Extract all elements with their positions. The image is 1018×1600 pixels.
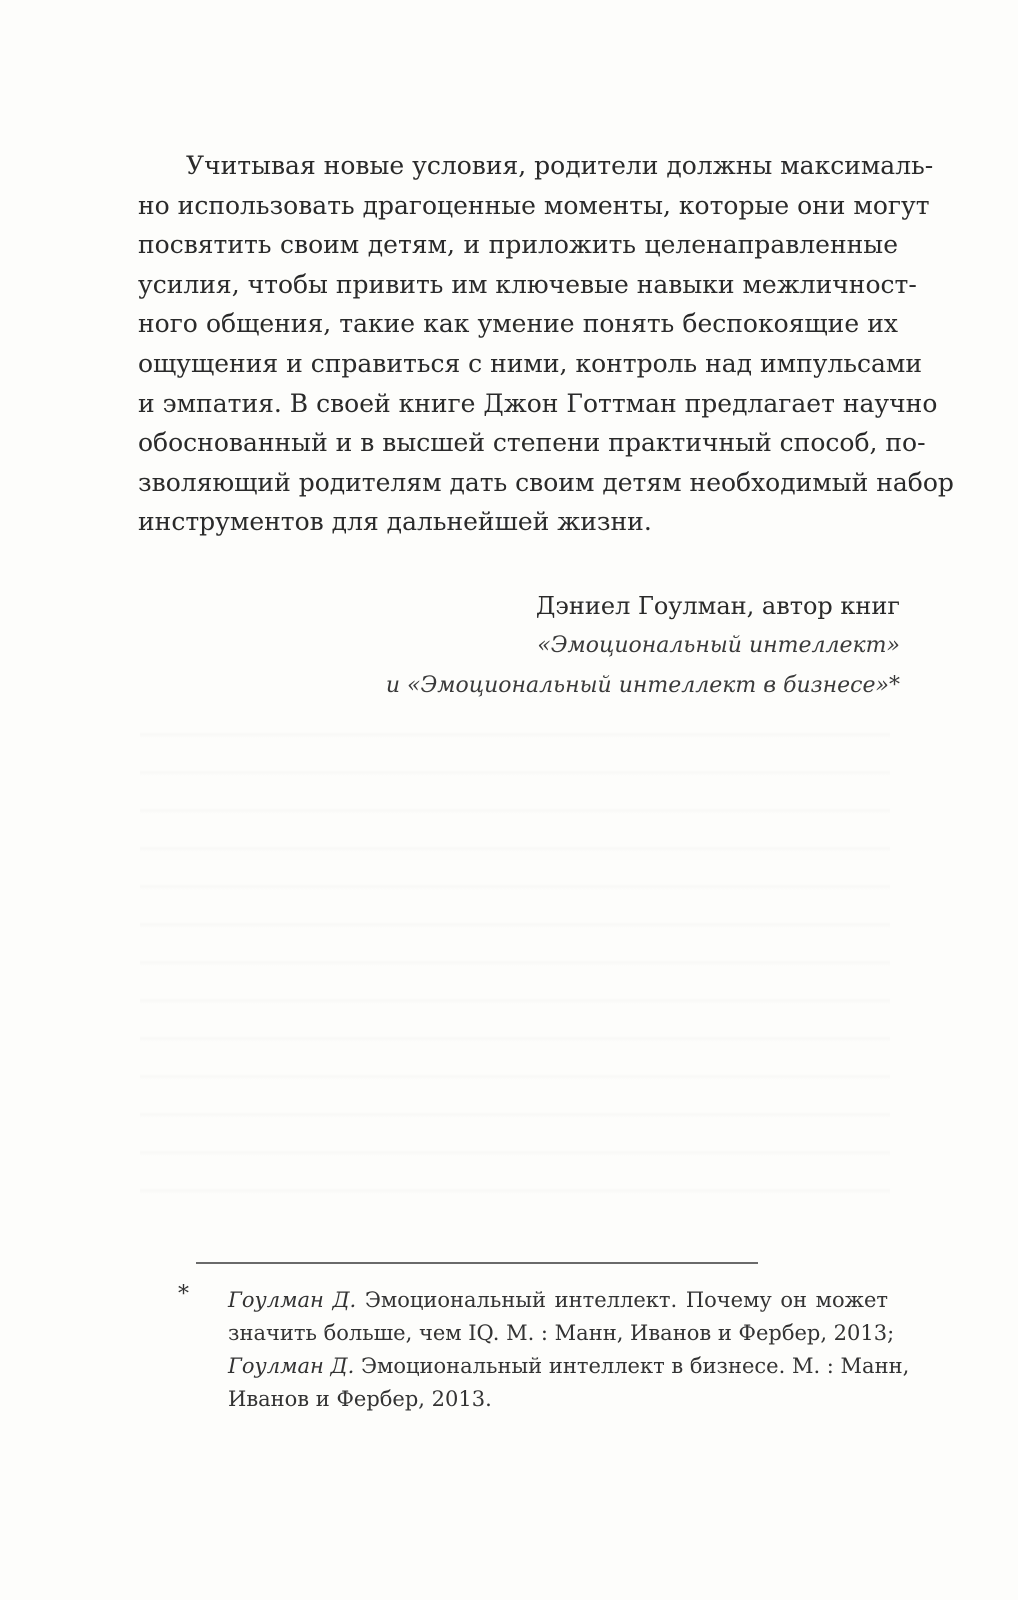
paragraph-line: и эмпатия. В своей книге Джон Готтман предлагает научно [138, 388, 938, 418]
footnote-author: Гоулман Д. [228, 1288, 357, 1312]
paragraph-line: но использовать драгоценные моменты, которые они могут [138, 190, 930, 220]
attribution-book-title: «Эмоциональный интеллект» [537, 633, 900, 658]
paragraph-line: инструментов для дальнейшей жизни. [138, 507, 652, 537]
footnote-author: Гоулман Д. [228, 1354, 355, 1378]
show-through-texture [140, 700, 890, 1220]
footnote-divider [196, 1262, 758, 1264]
paragraph-line: посвятить своим детям, и приложить целенаправленные [138, 230, 898, 260]
footnote-text: Эмоциональный интеллект в бизнесе. М. : Манн, [354, 1354, 910, 1378]
paragraph-line: зволяющий родителям дать своим детям необходимый набор [138, 467, 954, 497]
footnote [228, 1284, 910, 1416]
paragraph-line: обоснованный и в высшей степени практичный способ, по- [138, 428, 926, 458]
paragraph-line: усилия, чтобы привить им ключевые навыки межличност- [138, 269, 917, 299]
footnote-line [228, 1284, 888, 1317]
footnote-marker: * [178, 1282, 189, 1307]
footnote-text: Эмоциональный интеллект. Почему он может [356, 1288, 888, 1312]
paragraph-line: ного общения, такие как умение понять беспокоящие их [138, 309, 898, 339]
quote-attribution [386, 586, 900, 706]
footnote-line: Иванов и Фербер, 2013. [228, 1387, 492, 1411]
attribution-book-title: и «Эмоциональный интеллект в бизнесе»* [385, 673, 900, 698]
paragraph-line: ощущения и справиться с ними, контроль над импульсами [138, 348, 922, 378]
footnote-line: значить больше, чем IQ. М. : Манн, Иванов и Фербер, 2013; [228, 1321, 895, 1345]
main-paragraph [138, 146, 954, 542]
paragraph-line: Учитывая новые условия, родители должны максималь- [186, 151, 934, 180]
attribution-author: Дэниел Гоулман, автор книг [535, 592, 900, 620]
footnote-line [228, 1350, 910, 1383]
